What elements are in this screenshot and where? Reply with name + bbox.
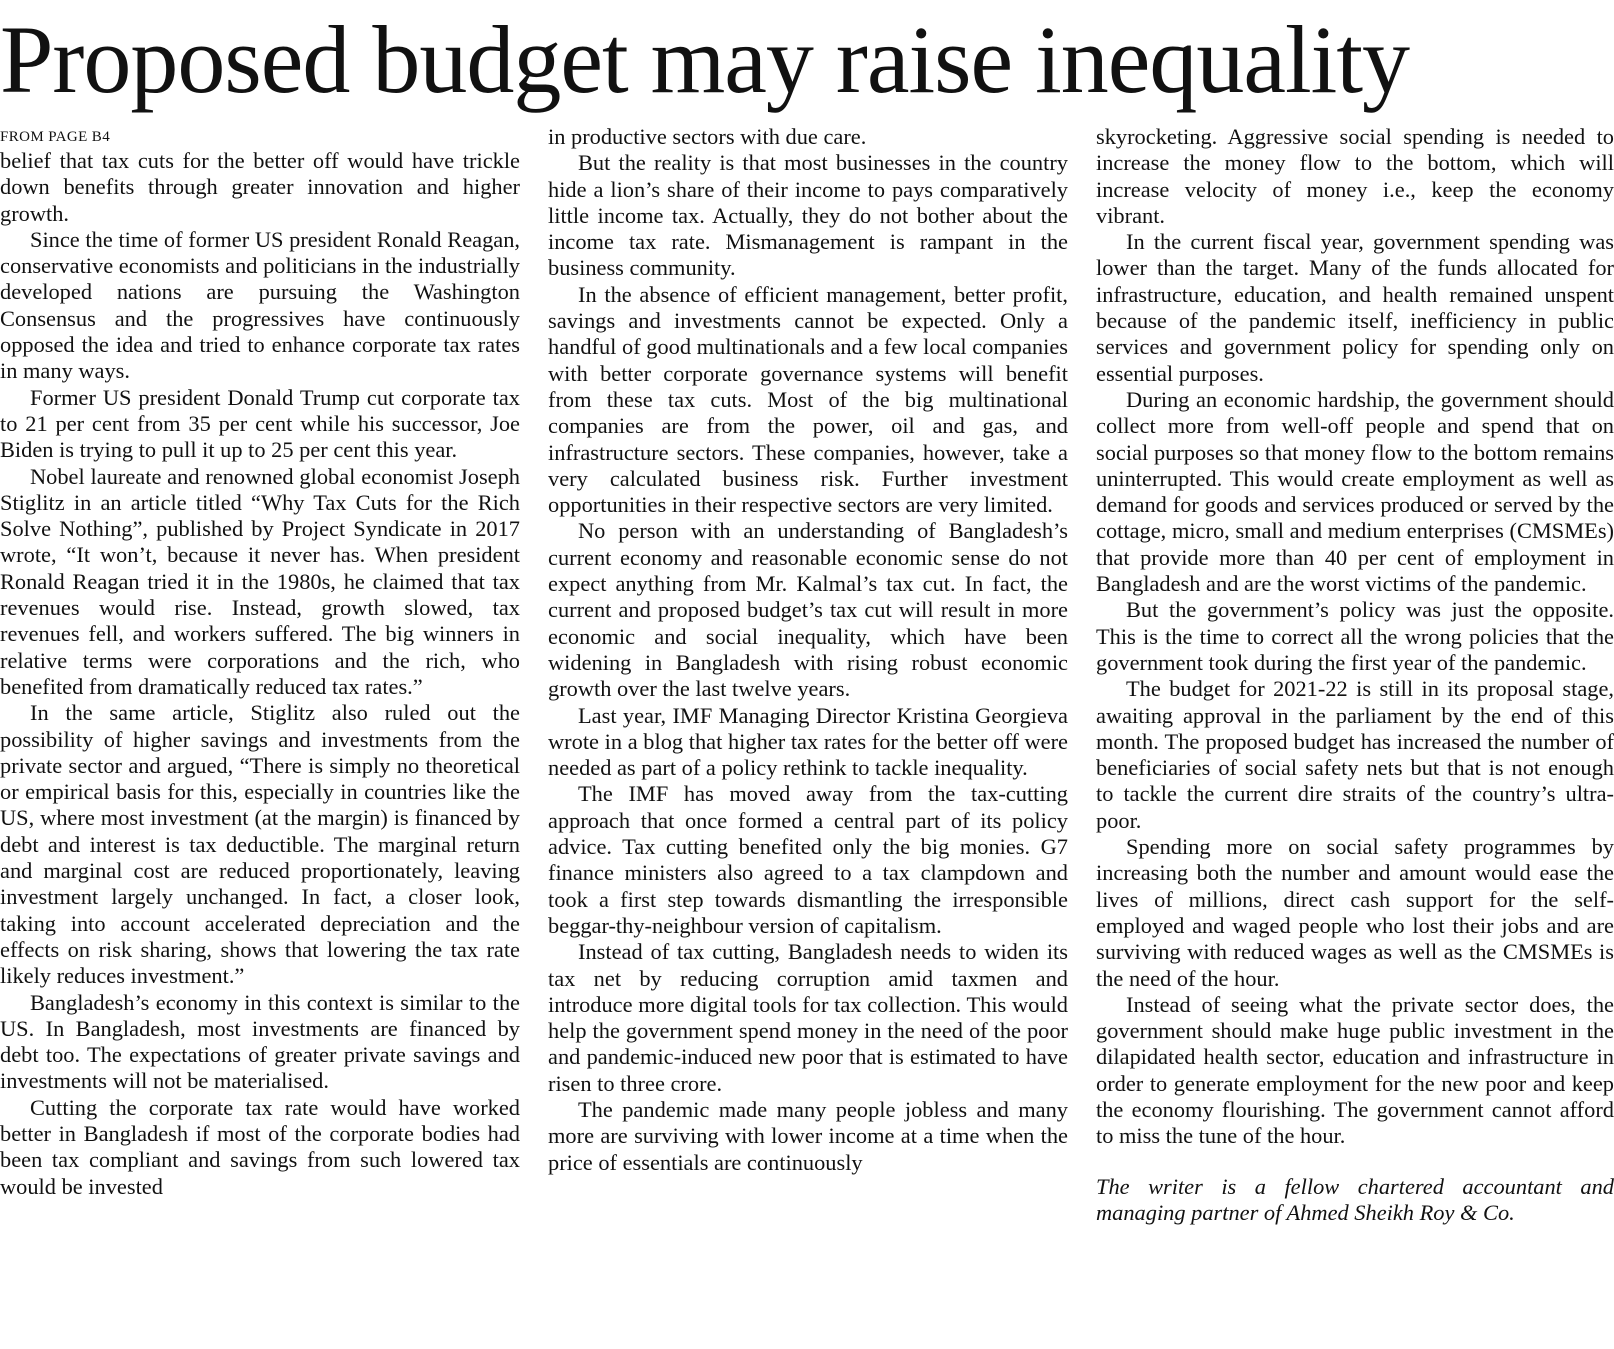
article-column-2 <box>548 124 1068 1176</box>
paragraph: In the absence of efficient management, better profit, savings and investments cannot be expected. Only a handful of good multinationals and a few local companies with better corporate governance systems will benefit from these tax cuts. Most of the big multinational companies are from the power, oil and gas, and infrastructure sectors. These companies, however, take a very calculated business risk. Further investment opportunities in their respective sectors are very limited. <box>548 281 1068 518</box>
headline: Proposed budget may raise inequality <box>0 6 1410 113</box>
paragraph: Bangladesh’s economy in this context is similar to the US. In Bangladesh, most investments are financed by debt too. The expectations of greater private savings and investments will not be materialised. <box>0 989 520 1094</box>
paragraph: No person with an understanding of Bangladesh’s current economy and reasonable economic sense do not expect anything from Mr. Kalmal’s tax cut. In fact, the current and proposed budget’s tax cut will result in more economic and social inequality, which have been widening in Bangladesh with rising robust economic growth over the last twelve years. <box>548 518 1068 702</box>
paragraph: in productive sectors with due care. <box>548 124 867 149</box>
article-column-1 <box>0 124 520 1200</box>
paragraph: Instead of seeing what the private sector does, the government should make huge public investment in the dilapidated health sector, education and infrastructure in order to generate employment for the new poor and keep the economy flourishing. The government cannot afford to miss the tune of the hour. <box>1096 991 1614 1149</box>
paragraph: The pandemic made many people jobless and many more are surviving with lower income at a time when the price of essentials are continuously <box>548 1096 1068 1175</box>
paragraph: In the same article, Stiglitz also ruled out the possibility of higher savings and investments from the private sector and argued, “There is simply no theoretical or empirical basis for this, especially in countries like the US, where most investment (at the margin) is financed by debt and interest is tax deductible. The marginal return and marginal cost are reduced proportionately, leaving investment largely unchanged. In fact, a closer look, taking into account accelerated depreciation and the effects on risk sharing, shows that lowering the tax rate likely reduces investment.” <box>0 700 520 989</box>
paragraph: Last year, IMF Managing Director Kristina Georgieva wrote in a blog that higher tax rates for the better off were needed as part of a policy rethink to tackle inequality. <box>548 702 1068 781</box>
paragraph: The IMF has moved away from the tax-cutting approach that once formed a central part of its policy advice. Tax cutting benefited only the big monies. G7 finance ministers also agreed to a tax clampdown and took a first step towards dismantling the irresponsible beggar-thy-neighbour version of capitalism. <box>548 781 1068 938</box>
article-column-3 <box>1096 124 1614 1226</box>
paragraph: The budget for 2021-22 is still in its proposal stage, awaiting approval in the parliament by the end of this month. The proposed budget has increased the number of beneficiaries of social safety nets but that is not enough to tackle the current dire straits of the country’s ultra-poor. <box>1096 676 1614 833</box>
author-byline: The writer is a fellow chartered accountant and managing partner of Ahmed Sheikh Roy & Co. <box>1096 1173 1614 1225</box>
paragraph: But the government’s policy was just the opposite. This is the time to correct all the wrong policies that the government took during the first year of the pandemic. <box>1096 597 1614 675</box>
paragraph: During an economic hardship, the government should collect more from well-off people and spend that on social purposes so that money flow to the bottom remains uninterrupted. This would create employment as well as demand for goods and services produced or served by the cottage, micro, small and medium enterprises (CMSMEs) that provide more than 40 per cent of employment in Bangladesh and are the worst victims of the pandemic. <box>1096 386 1614 597</box>
paragraph: Former US president Donald Trump cut corporate tax to 21 per cent from 35 per cent while his successor, Joe Biden is trying to pull it up to 25 per cent this year. <box>0 384 520 463</box>
paragraph: Spending more on social safety programmes by increasing both the number and amount would ease the lives of millions, direct cash support for the self-employed and waged people who lost their jobs and are surviving with reduced wages as well as the CMSMEs is the need of the hour. <box>1096 834 1614 991</box>
paragraph: Since the time of former US president Ronald Reagan, conservative economists and politicians in the industrially developed nations are pursuing the Washington Consensus and the progressives have continuously opposed the idea and tried to enhance corporate tax rates in many ways. <box>0 226 520 384</box>
paragraph: In the current fiscal year, government spending was lower than the target. Many of the funds allocated for infrastructure, education, and health remained unspent because of the pandemic itself, inefficiency in public services and government policy for spending only on essential purposes. <box>1096 229 1614 386</box>
paragraph: Instead of tax cutting, Bangladesh needs to widen its tax net by reducing corruption amid taxmen and introduce more digital tools for tax collection. This would help the government spend money in the need of the poor and pandemic-induced new poor that is estimated to have risen to three crore. <box>548 939 1068 1096</box>
continuation-label: FROM PAGE B4 <box>0 129 111 145</box>
paragraph: But the reality is that most businesses in the country hide a lion’s share of their income to pays comparatively little income tax. Actually, they do not bother about the income tax rate. Mismanagement is rampant in the business community. <box>548 150 1068 281</box>
paragraph: belief that tax cuts for the better off would have trickle down benefits through greater innovation and higher growth. <box>0 148 520 226</box>
paragraph: skyrocketing. Aggressive social spending is needed to increase the money flow to the bottom, which will increase velocity of money i.e., keep the economy vibrant. <box>1096 124 1614 228</box>
paragraph: Nobel laureate and renowned global economist Joseph Stiglitz in an article titled “Why Tax Cuts for the Rich Solve Nothing”, published by Project Syndicate in 2017 wrote, “It won’t, because it never has. When president Ronald Reagan tried it in the 1980s, he claimed that tax revenues would rise. Instead, growth slowed, tax revenues fell, and workers suffered. The big winners in relative terms were corporations and the rich, who benefited from dramatically reduced tax rates.” <box>0 463 520 699</box>
paragraph: Cutting the corporate tax rate would have worked better in Bangladesh if most of the corporate bodies had been tax compliant and savings from such lowered tax would be invested <box>0 1094 520 1199</box>
